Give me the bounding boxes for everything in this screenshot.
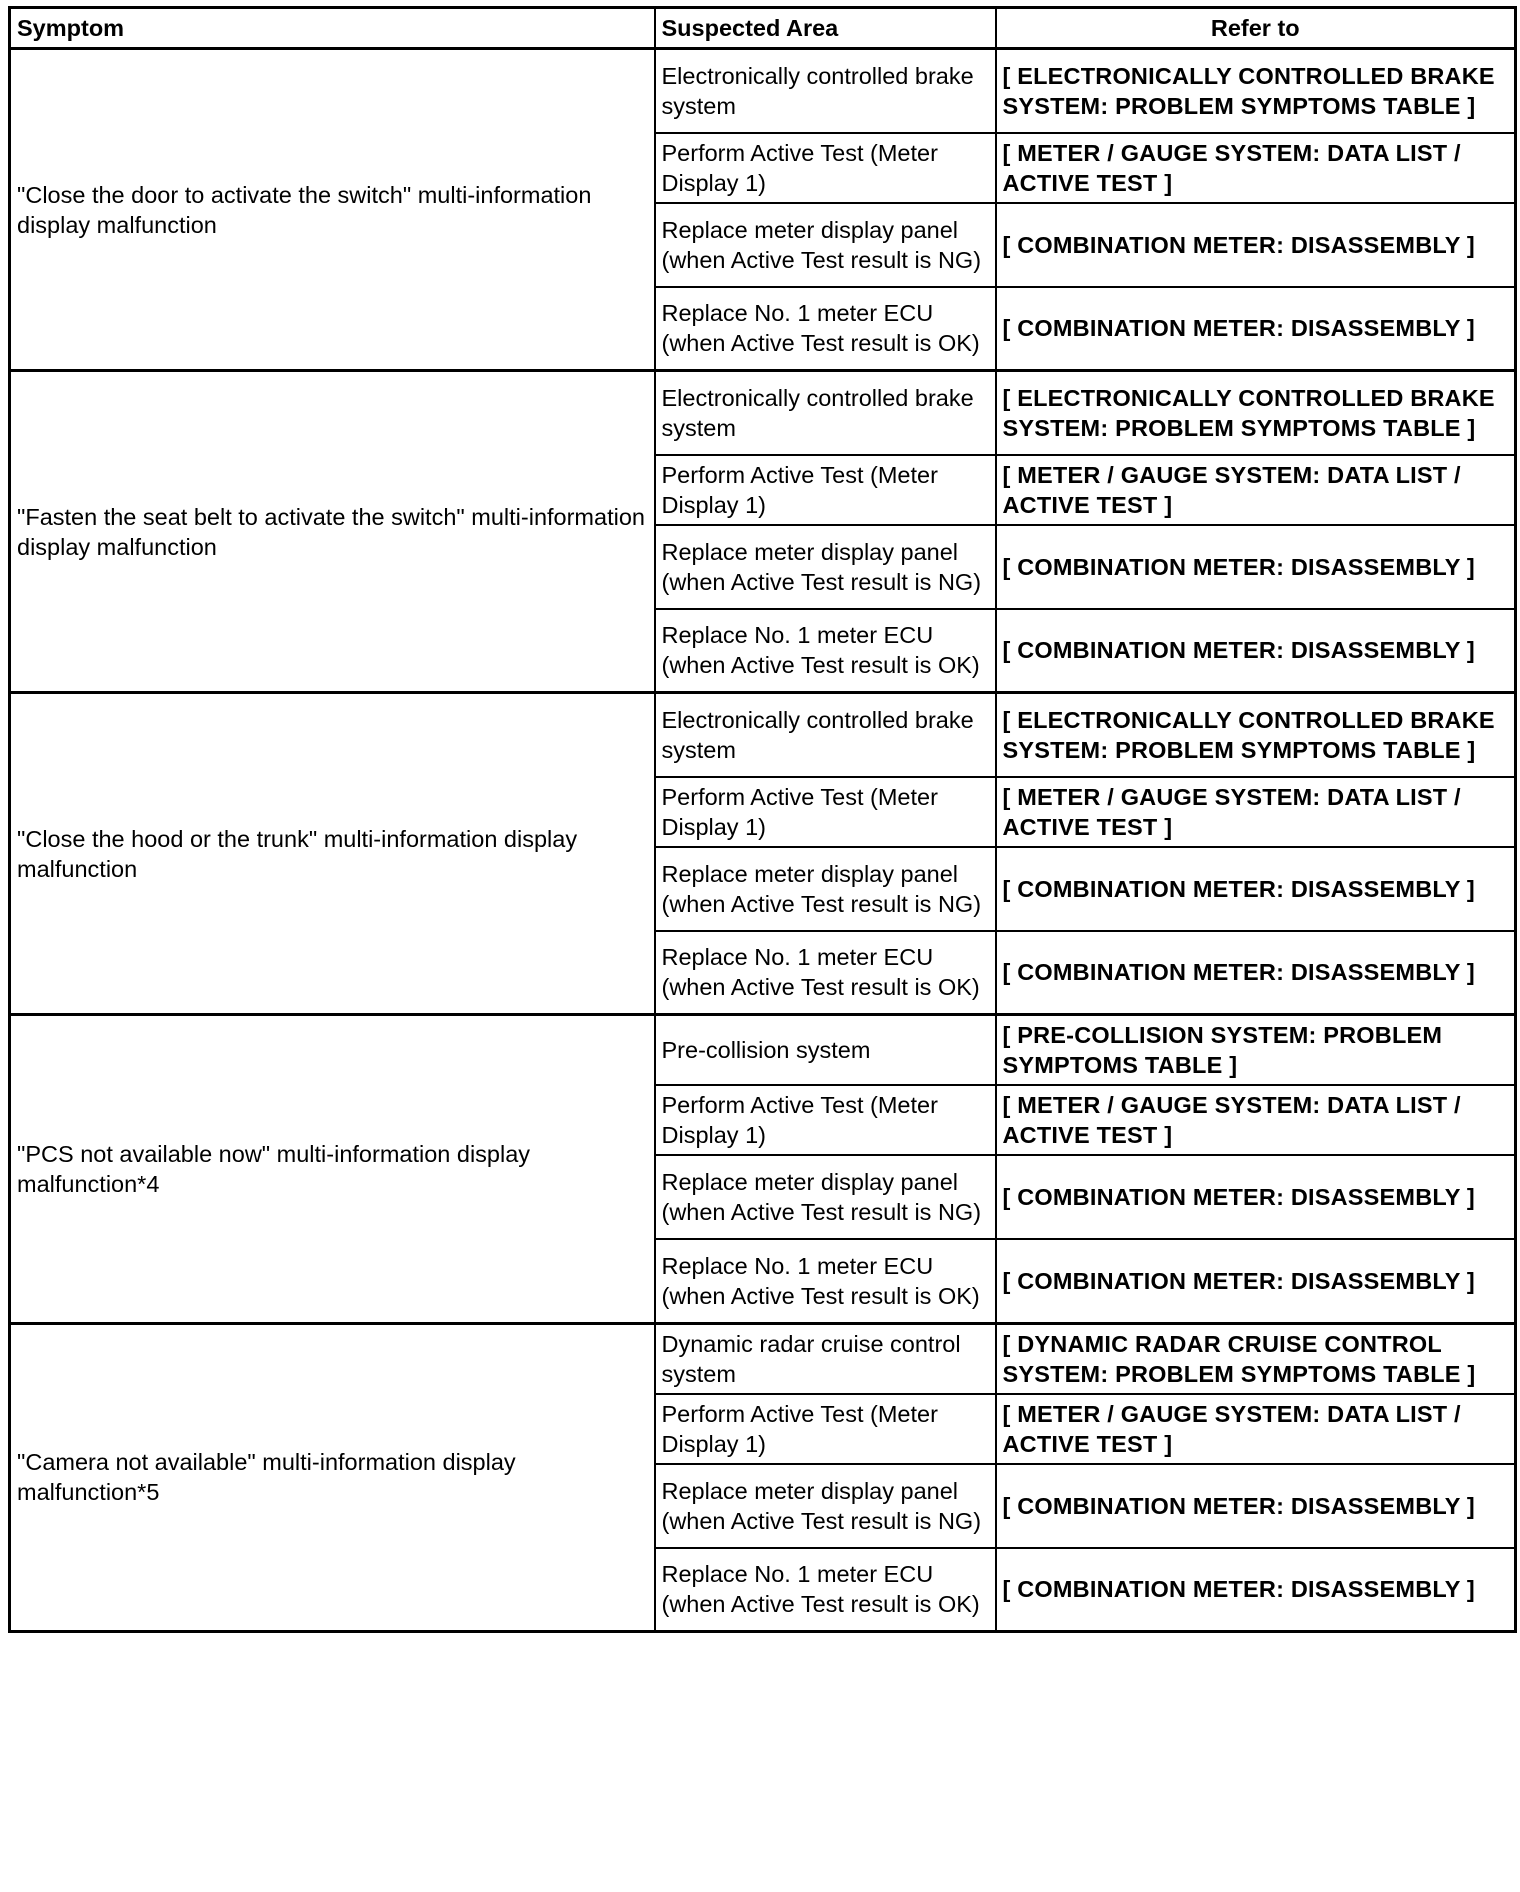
suspected-area-cell: Replace No. 1 meter ECU (when Active Test result is OK) xyxy=(655,609,996,693)
suspected-area-cell: Electronically controlled brake system xyxy=(655,693,996,777)
refer-to-link[interactable]: [ DYNAMIC RADAR CRUISE CONTROL SYSTEM: PROBLEM SYMPTOMS TABLE ] xyxy=(996,1323,1516,1394)
header-row xyxy=(10,8,1516,49)
table-row xyxy=(10,693,1516,777)
problem-symptoms-table xyxy=(8,6,1517,1633)
refer-to-link[interactable]: [ COMBINATION METER: DISASSEMBLY ] xyxy=(996,1155,1516,1239)
table-row xyxy=(10,1015,1516,1086)
refer-to-link[interactable]: [ COMBINATION METER: DISASSEMBLY ] xyxy=(996,1239,1516,1323)
refer-to-link[interactable]: [ ELECTRONICALLY CONTROLLED BRAKE SYSTEM: PROBLEM SYMPTOMS TABLE ] xyxy=(996,49,1516,133)
suspected-area-cell: Electronically controlled brake system xyxy=(655,371,996,455)
suspected-area-cell: Replace meter display panel (when Active Test result is NG) xyxy=(655,1464,996,1548)
symptom-cell: "Close the door to activate the switch" multi-information display malfunction xyxy=(10,49,655,371)
refer-to-link[interactable]: [ METER / GAUGE SYSTEM: DATA LIST / ACTIVE TEST ] xyxy=(996,1085,1516,1155)
symptom-group xyxy=(10,49,1516,371)
suspected-area-cell: Replace No. 1 meter ECU (when Active Test result is OK) xyxy=(655,287,996,371)
suspected-area-cell: Replace meter display panel (when Active Test result is NG) xyxy=(655,525,996,609)
refer-to-link[interactable]: [ PRE-COLLISION SYSTEM: PROBLEM SYMPTOMS TABLE ] xyxy=(996,1015,1516,1086)
suspected-area-cell: Perform Active Test (Meter Display 1) xyxy=(655,455,996,525)
symptom-group xyxy=(10,693,1516,1015)
header-symptom: Symptom xyxy=(10,8,655,49)
table-row xyxy=(10,1323,1516,1394)
suspected-area-cell: Replace No. 1 meter ECU (when Active Test result is OK) xyxy=(655,931,996,1015)
symptom-cell: "Fasten the seat belt to activate the switch" multi-information display malfunction xyxy=(10,371,655,693)
refer-to-link[interactable]: [ COMBINATION METER: DISASSEMBLY ] xyxy=(996,287,1516,371)
header-refer-to: Refer to xyxy=(996,8,1516,49)
refer-to-link[interactable]: [ COMBINATION METER: DISASSEMBLY ] xyxy=(996,931,1516,1015)
symptom-cell: "Camera not available" multi-information display malfunction*5 xyxy=(10,1323,655,1632)
suspected-area-cell: Perform Active Test (Meter Display 1) xyxy=(655,133,996,203)
refer-to-link[interactable]: [ COMBINATION METER: DISASSEMBLY ] xyxy=(996,525,1516,609)
suspected-area-cell: Perform Active Test (Meter Display 1) xyxy=(655,1085,996,1155)
suspected-area-cell: Pre-collision system xyxy=(655,1015,996,1086)
symptom-group xyxy=(10,371,1516,693)
refer-to-link[interactable]: [ METER / GAUGE SYSTEM: DATA LIST / ACTIVE TEST ] xyxy=(996,133,1516,203)
refer-to-link[interactable]: [ METER / GAUGE SYSTEM: DATA LIST / ACTIVE TEST ] xyxy=(996,1394,1516,1464)
symptom-cell: "Close the hood or the trunk" multi-information display malfunction xyxy=(10,693,655,1015)
suspected-area-cell: Perform Active Test (Meter Display 1) xyxy=(655,1394,996,1464)
header-suspected-area: Suspected Area xyxy=(655,8,996,49)
table-row xyxy=(10,371,1516,455)
refer-to-link[interactable]: [ COMBINATION METER: DISASSEMBLY ] xyxy=(996,203,1516,287)
refer-to-link[interactable]: [ COMBINATION METER: DISASSEMBLY ] xyxy=(996,609,1516,693)
refer-to-link[interactable]: [ METER / GAUGE SYSTEM: DATA LIST / ACTIVE TEST ] xyxy=(996,455,1516,525)
suspected-area-cell: Replace meter display panel (when Active Test result is NG) xyxy=(655,1155,996,1239)
suspected-area-cell: Replace No. 1 meter ECU (when Active Test result is OK) xyxy=(655,1548,996,1632)
refer-to-link[interactable]: [ COMBINATION METER: DISASSEMBLY ] xyxy=(996,1464,1516,1548)
refer-to-link[interactable]: [ ELECTRONICALLY CONTROLLED BRAKE SYSTEM: PROBLEM SYMPTOMS TABLE ] xyxy=(996,371,1516,455)
table-header xyxy=(10,8,1516,49)
suspected-area-cell: Replace meter display panel (when Active Test result is NG) xyxy=(655,203,996,287)
symptom-cell: "PCS not available now" multi-information display malfunction*4 xyxy=(10,1015,655,1324)
refer-to-link[interactable]: [ ELECTRONICALLY CONTROLLED BRAKE SYSTEM: PROBLEM SYMPTOMS TABLE ] xyxy=(996,693,1516,777)
problem-symptoms-sheet xyxy=(8,6,1514,1633)
suspected-area-cell: Replace meter display panel (when Active Test result is NG) xyxy=(655,847,996,931)
suspected-area-cell: Replace No. 1 meter ECU (when Active Test result is OK) xyxy=(655,1239,996,1323)
suspected-area-cell: Electronically controlled brake system xyxy=(655,49,996,133)
refer-to-link[interactable]: [ METER / GAUGE SYSTEM: DATA LIST / ACTIVE TEST ] xyxy=(996,777,1516,847)
symptom-group xyxy=(10,1015,1516,1324)
table-row xyxy=(10,49,1516,133)
suspected-area-cell: Dynamic radar cruise control system xyxy=(655,1323,996,1394)
symptom-group xyxy=(10,1323,1516,1632)
suspected-area-cell: Perform Active Test (Meter Display 1) xyxy=(655,777,996,847)
refer-to-link[interactable]: [ COMBINATION METER: DISASSEMBLY ] xyxy=(996,847,1516,931)
refer-to-link[interactable]: [ COMBINATION METER: DISASSEMBLY ] xyxy=(996,1548,1516,1632)
